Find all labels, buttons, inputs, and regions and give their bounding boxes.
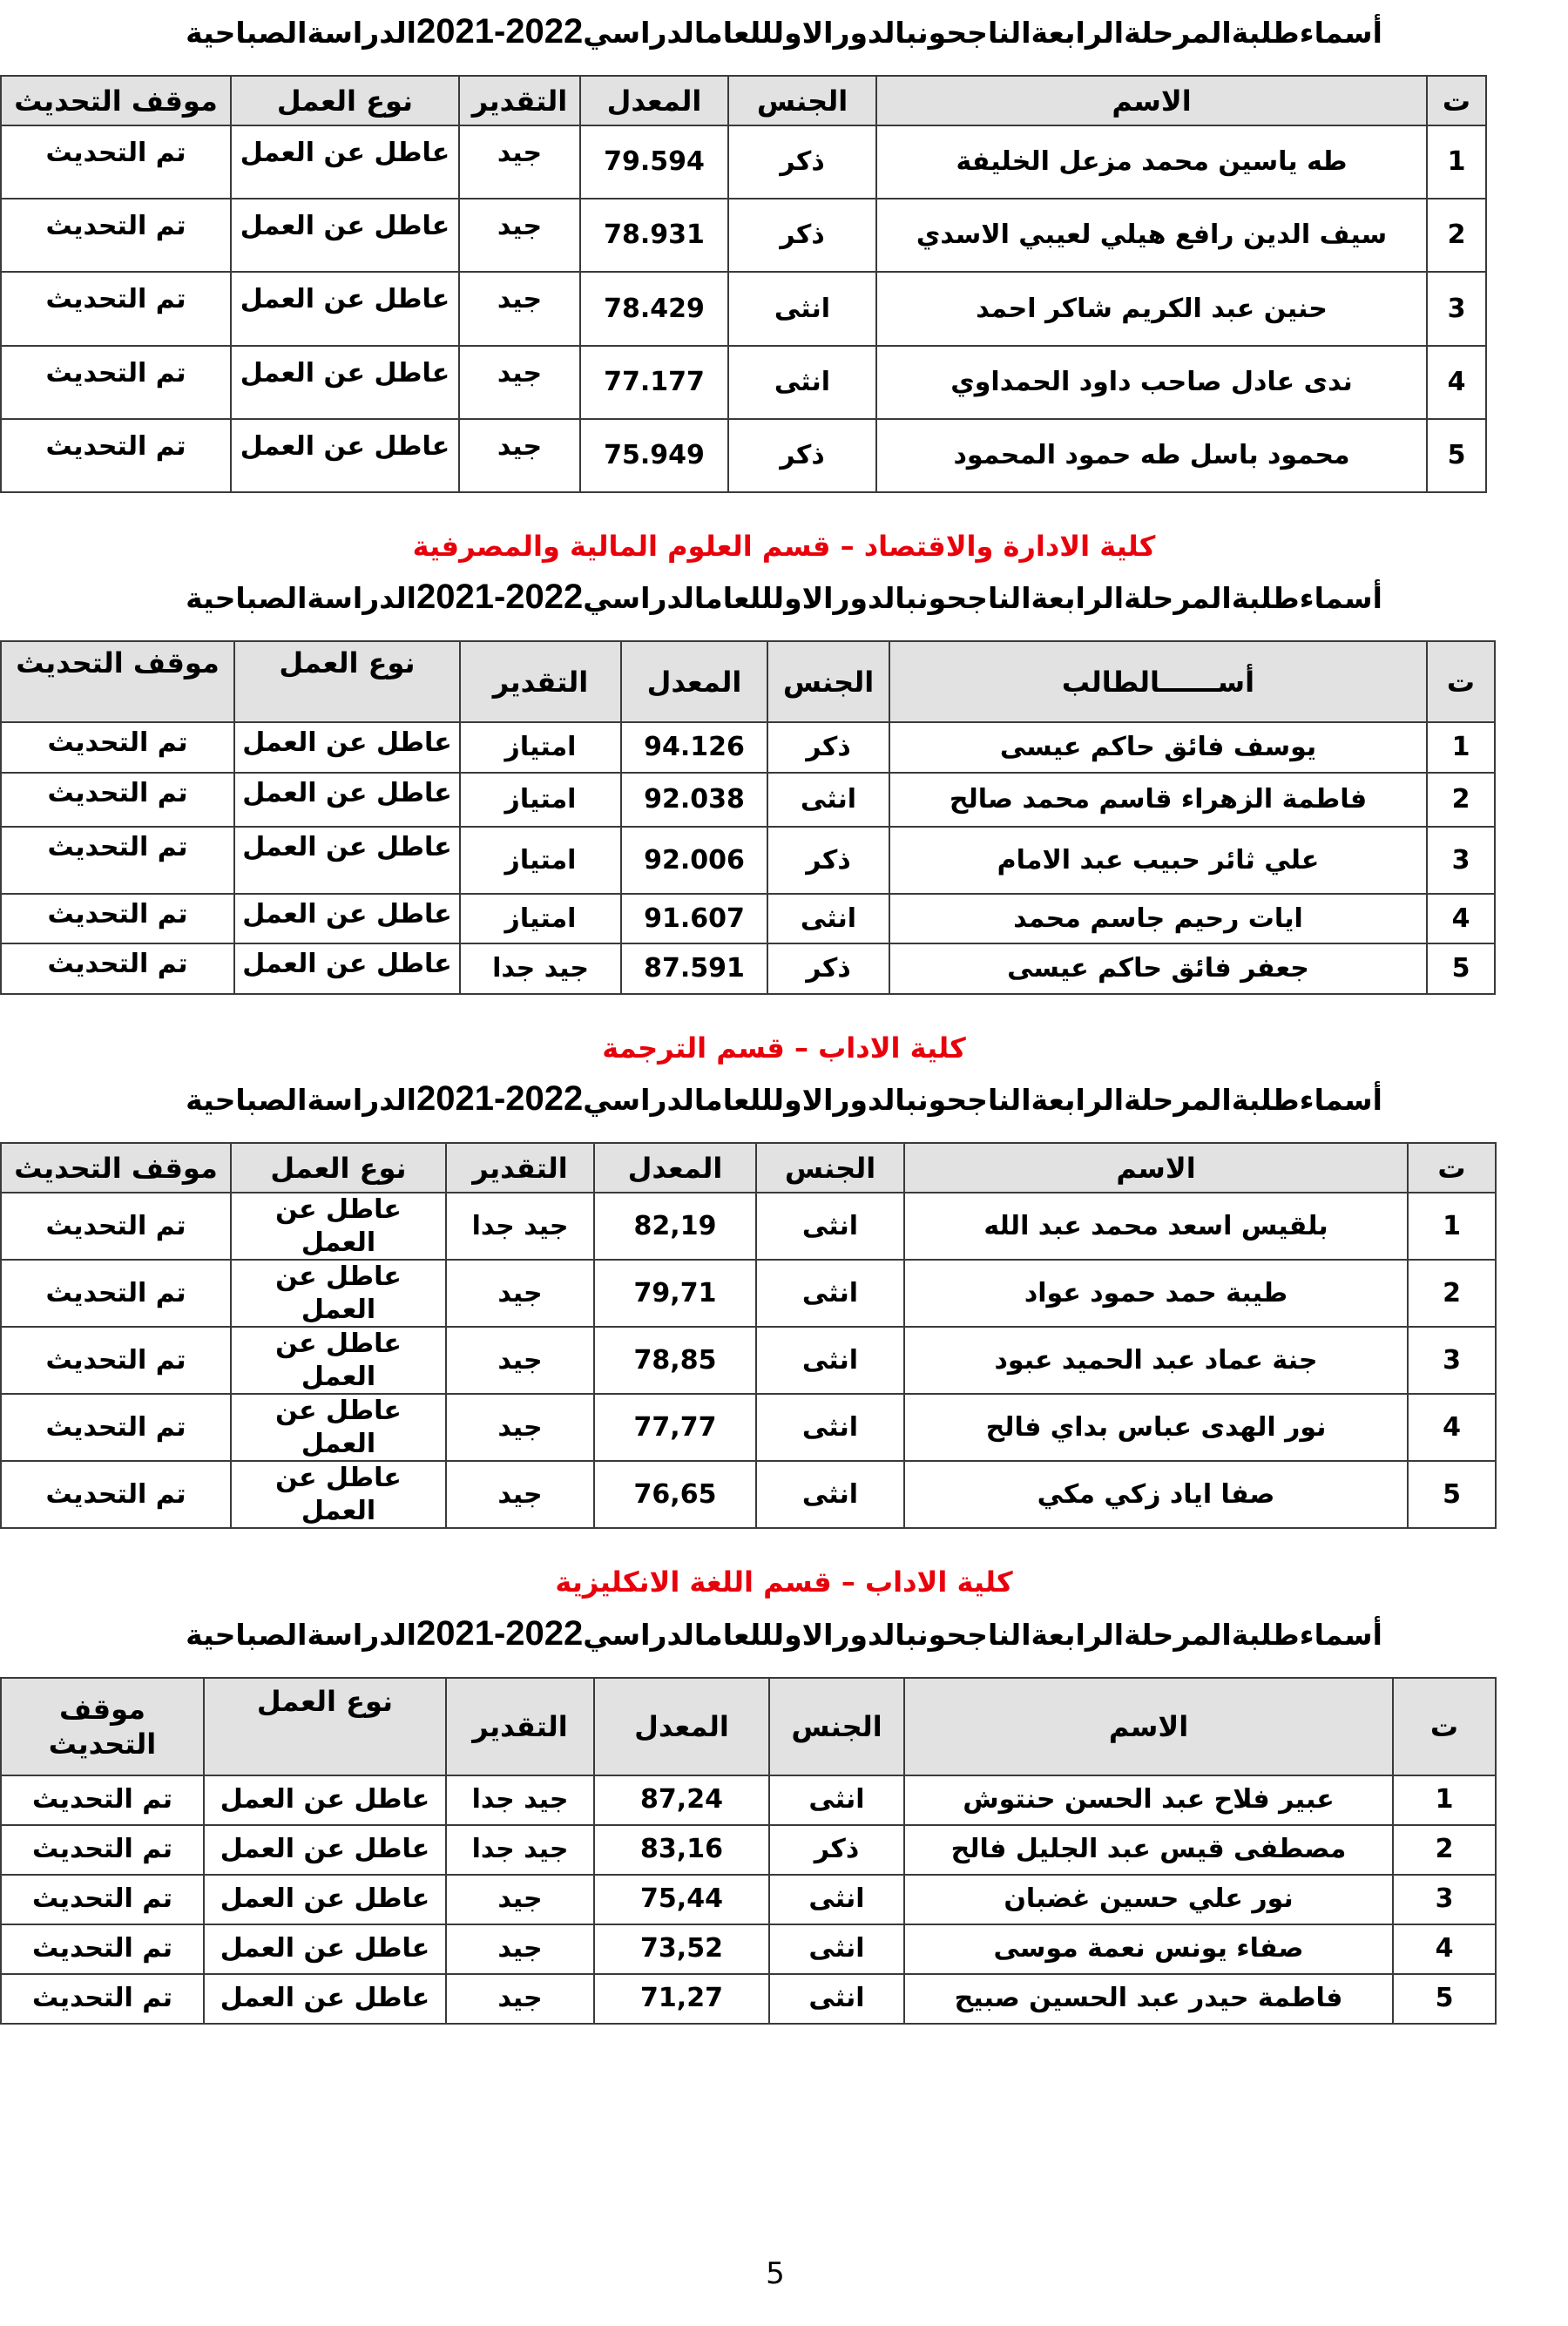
student-grade: جيد — [459, 125, 580, 199]
table-row — [1, 1461, 1496, 1528]
col-header-grade: التقدير — [460, 641, 621, 722]
update-status: تم التحديث — [1, 1924, 204, 1974]
student-grade: امتياز — [460, 773, 621, 827]
document-title — [44, 572, 1524, 621]
student-gender: انثى — [728, 346, 876, 419]
col-header-grade: التقدير — [459, 76, 580, 125]
col-header-gender: الجنس — [756, 1143, 904, 1193]
students-table-1 — [0, 75, 1487, 493]
row-index: 3 — [1408, 1327, 1496, 1394]
col-header-name: الاسم — [904, 1143, 1408, 1193]
document-title-suffix: الدراسةالصباحية — [186, 1083, 416, 1118]
student-name: سيف الدين رافع هيلي لعيبي الاسدي — [876, 199, 1427, 272]
col-header-index: ت — [1427, 641, 1495, 722]
student-work-status: عاطل عن العمل — [231, 199, 459, 272]
student-gender: انثى — [769, 1775, 904, 1825]
student-gender: انثى — [767, 894, 889, 943]
update-status: تم التحديث — [1, 1193, 231, 1260]
student-grade: امتياز — [460, 827, 621, 894]
student-gender: ذكر — [728, 419, 876, 492]
student-work-status: عاطل عن العمل — [204, 1875, 446, 1924]
col-header-name: الاسم — [904, 1678, 1393, 1775]
document-title-prefix: أسماءطلبةالمرحلةالرابعةالناجحونبالدورالاولللعامالدراسي — [583, 1617, 1382, 1652]
student-gender: انثى — [756, 1260, 904, 1327]
student-name: ايات رحيم جاسم محمد — [889, 894, 1427, 943]
student-name: علي ثائر حبيب عبد الامام — [889, 827, 1427, 894]
student-grade: جيد — [446, 1974, 594, 2024]
student-average: 78.429 — [580, 272, 728, 346]
document-title — [44, 1074, 1524, 1123]
student-name: نور علي حسين غضبان — [904, 1875, 1393, 1924]
student-grade: جيد جدا — [446, 1775, 594, 1825]
student-name: حنين عبد الكريم شاكر احمد — [876, 272, 1427, 346]
col-header-status: موقف التحديث — [1, 1143, 231, 1193]
col-header-average: المعدل — [594, 1143, 756, 1193]
table-row — [1, 199, 1486, 272]
row-index: 1 — [1393, 1775, 1496, 1825]
row-index: 4 — [1427, 346, 1486, 419]
table-row — [1, 125, 1486, 199]
row-index: 4 — [1408, 1394, 1496, 1461]
student-grade: امتياز — [460, 894, 621, 943]
document-title-year: 2021-2022 — [416, 12, 584, 51]
student-average: 92.038 — [621, 773, 767, 827]
student-work-status: عاطل عن العمل — [231, 1327, 446, 1394]
col-header-name: الاسم — [876, 76, 1427, 125]
row-index: 4 — [1427, 894, 1495, 943]
table-row — [1, 773, 1495, 827]
section-3 — [0, 1030, 1568, 1529]
student-average: 83,16 — [594, 1825, 769, 1875]
table-row — [1, 346, 1486, 419]
student-name: مصطفى قيس عبد الجليل فالح — [904, 1825, 1393, 1875]
row-index: 1 — [1427, 722, 1495, 773]
student-grade: جيد — [459, 346, 580, 419]
table-row — [1, 1260, 1496, 1327]
col-header-work: نوع العمل — [234, 641, 460, 722]
table-row — [1, 894, 1495, 943]
student-grade: امتياز — [460, 722, 621, 773]
col-header-status: موقف التحديث — [1, 641, 234, 722]
table-header-row — [1, 1143, 1496, 1193]
document-title — [44, 7, 1524, 56]
students-table-2 — [0, 640, 1496, 995]
student-name: نور الهدى عباس بداي فالح — [904, 1394, 1408, 1461]
student-name: بلقيس اسعد محمد عبد الله — [904, 1193, 1408, 1260]
student-grade: جيد — [446, 1260, 594, 1327]
section-heading: كلية الاداب – قسم الترجمة — [602, 1031, 966, 1065]
update-status: تم التحديث — [1, 419, 231, 492]
row-index: 2 — [1427, 199, 1486, 272]
row-index: 2 — [1393, 1825, 1496, 1875]
update-status: تم التحديث — [1, 1394, 231, 1461]
student-average: 87.591 — [621, 943, 767, 994]
update-status: تم التحديث — [1, 1260, 231, 1327]
student-name: طه ياسين محمد مزعل الخليفة — [876, 125, 1427, 199]
student-gender: ذكر — [767, 827, 889, 894]
student-grade: جيد جدا — [460, 943, 621, 994]
student-work-status: عاطل عن العمل — [231, 1461, 446, 1528]
row-index: 4 — [1393, 1924, 1496, 1974]
update-status: تم التحديث — [1, 1327, 231, 1394]
student-gender: ذكر — [767, 943, 889, 994]
table-row — [1, 1875, 1496, 1924]
row-index: 3 — [1427, 272, 1486, 346]
table-row — [1, 1193, 1496, 1260]
student-work-status: عاطل عن العمل — [204, 1825, 446, 1875]
section-heading: كلية الاداب – قسم اللغة الانكليزية — [555, 1565, 1013, 1599]
document-title-prefix: أسماءطلبةالمرحلةالرابعةالناجحونبالدورالاولللعامالدراسي — [583, 16, 1382, 50]
student-work-status: عاطل عن العمل — [204, 1775, 446, 1825]
student-average: 79,71 — [594, 1260, 756, 1327]
row-index: 2 — [1427, 773, 1495, 827]
student-grade: جيد — [446, 1875, 594, 1924]
update-status: تم التحديث — [1, 773, 234, 827]
student-average: 76,65 — [594, 1461, 756, 1528]
row-index: 3 — [1393, 1875, 1496, 1924]
col-header-work: نوع العمل — [231, 1143, 446, 1193]
student-gender: ذكر — [769, 1825, 904, 1875]
students-table-3 — [0, 1142, 1497, 1529]
student-work-status: عاطل عن العمل — [231, 1394, 446, 1461]
student-name: جنة عماد عبد الحميد عبود — [904, 1327, 1408, 1394]
student-average: 77.177 — [580, 346, 728, 419]
update-status: تم التحديث — [1, 272, 231, 346]
section-1 — [0, 7, 1568, 493]
student-name: فاطمة الزهراء قاسم محمد صالح — [889, 773, 1427, 827]
student-grade: جيد جدا — [446, 1825, 594, 1875]
update-status: تم التحديث — [1, 1825, 204, 1875]
document-title-year: 2021-2022 — [416, 1613, 584, 1653]
row-index: 1 — [1408, 1193, 1496, 1260]
student-work-status: عاطل عن العمل — [234, 722, 460, 773]
student-name: صفا اياد زكي مكي — [904, 1461, 1408, 1528]
student-gender: ذكر — [728, 125, 876, 199]
student-gender: ذكر — [767, 722, 889, 773]
col-header-gender: الجنس — [767, 641, 889, 722]
student-work-status: عاطل عن العمل — [234, 943, 460, 994]
update-status: تم التحديث — [1, 1461, 231, 1528]
student-average: 71,27 — [594, 1974, 769, 2024]
student-gender: انثى — [767, 773, 889, 827]
student-name: يوسف فائق حاكم عيسى — [889, 722, 1427, 773]
student-gender: انثى — [756, 1193, 904, 1260]
student-work-status: عاطل عن العمل — [231, 1193, 446, 1260]
document-title — [44, 1609, 1524, 1658]
student-grade: جيد — [459, 272, 580, 346]
table-row — [1, 943, 1495, 994]
row-index: 5 — [1427, 943, 1495, 994]
col-header-work: نوع العمل — [204, 1678, 446, 1775]
student-work-status: عاطل عن العمل — [204, 1974, 446, 2024]
col-header-status: موقف التحديث — [1, 1678, 204, 1775]
student-average: 78.931 — [580, 199, 728, 272]
student-grade: جيد — [446, 1461, 594, 1528]
table-row — [1, 722, 1495, 773]
col-header-index: ت — [1408, 1143, 1496, 1193]
section-4 — [0, 1564, 1568, 2024]
row-index: 2 — [1408, 1260, 1496, 1327]
row-index: 5 — [1393, 1974, 1496, 2024]
student-gender: انثى — [756, 1461, 904, 1528]
col-header-average: المعدل — [621, 641, 767, 722]
student-work-status: عاطل عن العمل — [231, 419, 459, 492]
update-status: تم التحديث — [1, 1875, 204, 1924]
student-average: 87,24 — [594, 1775, 769, 1825]
table-row — [1, 272, 1486, 346]
table-header-row — [1, 1678, 1496, 1775]
row-index: 5 — [1408, 1461, 1496, 1528]
col-header-name: أســــــالطالب — [889, 641, 1427, 722]
update-status: تم التحديث — [1, 827, 234, 894]
student-work-status: عاطل عن العمل — [231, 346, 459, 419]
student-average: 75.949 — [580, 419, 728, 492]
col-header-gender: الجنس — [769, 1678, 904, 1775]
col-header-index: ت — [1427, 76, 1486, 125]
update-status: تم التحديث — [1, 943, 234, 994]
student-gender: انثى — [728, 272, 876, 346]
student-grade: جيد — [446, 1327, 594, 1394]
student-grade: جيد — [446, 1394, 594, 1461]
table-row — [1, 1974, 1496, 2024]
page-number: 5 — [766, 2256, 785, 2291]
student-average: 82,19 — [594, 1193, 756, 1260]
student-work-status: عاطل عن العمل — [234, 773, 460, 827]
update-status: تم التحديث — [1, 125, 231, 199]
student-name: ندى عادل صاحب داود الحمداوي — [876, 346, 1427, 419]
student-average: 78,85 — [594, 1327, 756, 1394]
student-grade: جيد — [446, 1924, 594, 1974]
section-heading: كلية الادارة والاقتصاد – قسم العلوم المالية والمصرفية — [412, 530, 1156, 563]
update-status: تم التحديث — [1, 722, 234, 773]
table-row — [1, 1924, 1496, 1974]
student-gender: انثى — [756, 1327, 904, 1394]
table-row — [1, 827, 1495, 894]
student-average: 79.594 — [580, 125, 728, 199]
student-work-status: عاطل عن العمل — [231, 1260, 446, 1327]
document-title-year: 2021-2022 — [416, 578, 584, 617]
document-title-suffix: الدراسةالصباحية — [186, 581, 416, 616]
table-row — [1, 1394, 1496, 1461]
update-status: تم التحديث — [1, 346, 231, 419]
student-average: 75,44 — [594, 1875, 769, 1924]
student-gender: انثى — [769, 1924, 904, 1974]
student-gender: انثى — [769, 1875, 904, 1924]
document-title-year: 2021-2022 — [416, 1079, 584, 1119]
student-work-status: عاطل عن العمل — [204, 1924, 446, 1974]
col-header-gender: الجنس — [728, 76, 876, 125]
update-status: تم التحديث — [1, 199, 231, 272]
student-name: فاطمة حيدر عبد الحسين صبيح — [904, 1974, 1393, 2024]
col-header-status: موقف التحديث — [1, 76, 231, 125]
student-name: محمود باسل طه حمود المحمود — [876, 419, 1427, 492]
student-average: 92.006 — [621, 827, 767, 894]
student-work-status: عاطل عن العمل — [234, 894, 460, 943]
student-grade: جيد — [459, 419, 580, 492]
students-table-4 — [0, 1677, 1497, 2025]
document-title-suffix: الدراسةالصباحية — [186, 1617, 416, 1652]
student-gender: انثى — [769, 1974, 904, 2024]
student-average: 73,52 — [594, 1924, 769, 1974]
document-title-prefix: أسماءطلبةالمرحلةالرابعةالناجحونبالدورالاولللعامالدراسي — [583, 1083, 1382, 1118]
document-title-prefix: أسماءطلبةالمرحلةالرابعةالناجحونبالدورالاولللعامالدراسي — [583, 581, 1382, 616]
row-index: 1 — [1427, 125, 1486, 199]
student-grade: جيد جدا — [446, 1193, 594, 1260]
table-header-row — [1, 76, 1486, 125]
update-status: تم التحديث — [1, 894, 234, 943]
student-grade: جيد — [459, 199, 580, 272]
table-row — [1, 1327, 1496, 1394]
student-average: 94.126 — [621, 722, 767, 773]
col-header-grade: التقدير — [446, 1143, 594, 1193]
col-header-index: ت — [1393, 1678, 1496, 1775]
table-header-row — [1, 641, 1495, 722]
section-2 — [0, 528, 1568, 995]
student-work-status: عاطل عن العمل — [231, 125, 459, 199]
table-row — [1, 419, 1486, 492]
student-gender: ذكر — [728, 199, 876, 272]
col-header-average: المعدل — [594, 1678, 769, 1775]
student-name: صفاء يونس نعمة موسى — [904, 1924, 1393, 1974]
row-index: 3 — [1427, 827, 1495, 894]
student-work-status: عاطل عن العمل — [234, 827, 460, 894]
student-average: 77,77 — [594, 1394, 756, 1461]
table-row — [1, 1775, 1496, 1825]
document-title-suffix: الدراسةالصباحية — [186, 16, 416, 50]
col-header-work: نوع العمل — [231, 76, 459, 125]
table-row — [1, 1825, 1496, 1875]
col-header-average: المعدل — [580, 76, 728, 125]
student-work-status: عاطل عن العمل — [231, 272, 459, 346]
student-name: جعفر فائق حاكم عيسى — [889, 943, 1427, 994]
update-status: تم التحديث — [1, 1974, 204, 2024]
update-status: تم التحديث — [1, 1775, 204, 1825]
student-name: طيبة حمد حمود عواد — [904, 1260, 1408, 1327]
row-index: 5 — [1427, 419, 1486, 492]
student-gender: انثى — [756, 1394, 904, 1461]
student-average: 91.607 — [621, 894, 767, 943]
col-header-grade: التقدير — [446, 1678, 594, 1775]
student-name: عبير فلاح عبد الحسن حنتوش — [904, 1775, 1393, 1825]
